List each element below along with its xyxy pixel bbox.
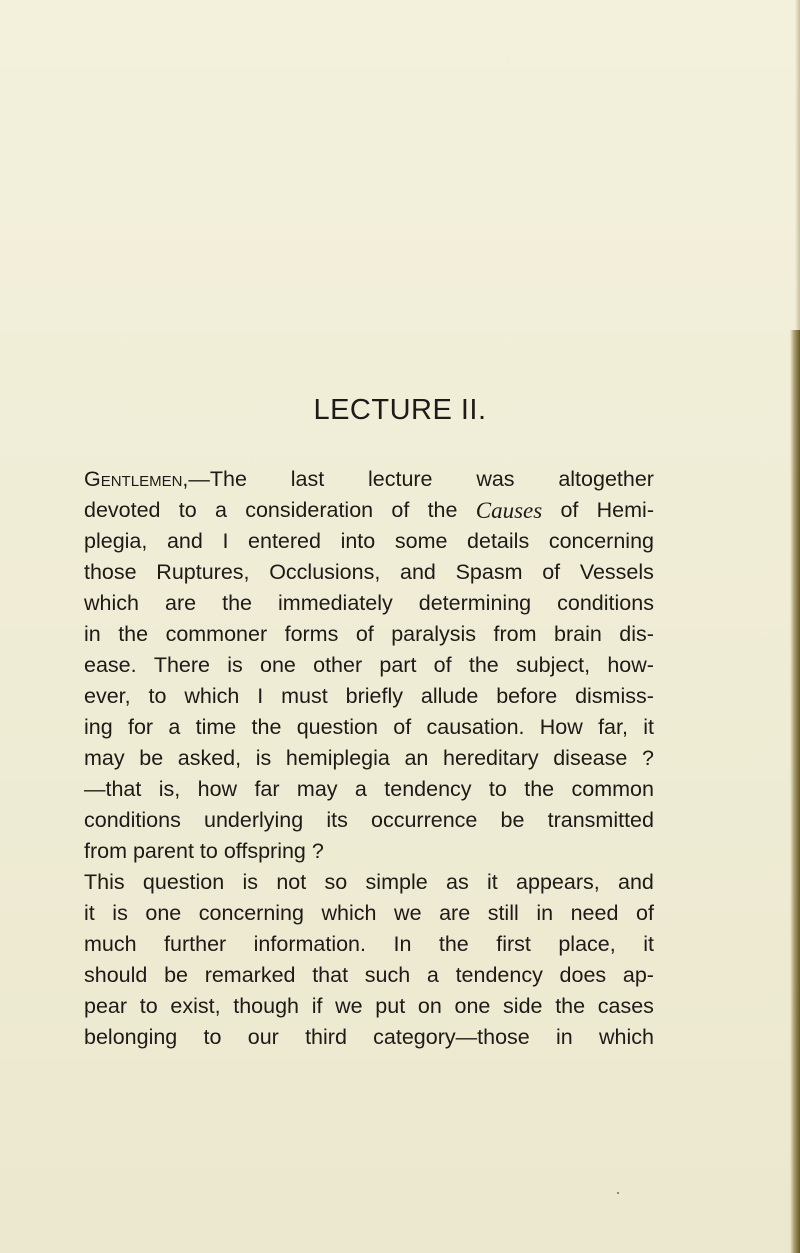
word-part: a — [214, 498, 227, 522]
word — [391, 495, 409, 526]
word: of — [393, 715, 412, 739]
word: concerning — [548, 529, 654, 553]
lecture-body — [84, 464, 654, 1053]
word — [368, 464, 433, 495]
word: far, — [598, 715, 628, 739]
word: disease — [553, 746, 628, 770]
word: so — [324, 870, 348, 894]
text-line-15 — [84, 898, 654, 929]
word: to — [148, 684, 167, 708]
word — [428, 495, 458, 526]
text-line-4 — [84, 557, 654, 588]
word: are — [165, 591, 197, 615]
word: hereditary — [443, 746, 539, 770]
text-line-6 — [84, 619, 654, 650]
word: that — [312, 963, 349, 987]
word: the — [118, 622, 149, 646]
word: does — [559, 963, 607, 987]
word: it — [84, 901, 95, 925]
word: which — [599, 1025, 654, 1049]
word: how- — [607, 653, 654, 677]
word: for — [127, 715, 154, 739]
word: dismiss- — [575, 684, 654, 708]
word-part: Hemi- — [596, 498, 654, 522]
word: place, — [558, 932, 616, 956]
word: in — [536, 901, 554, 925]
word: which — [184, 684, 240, 708]
word: forms — [284, 622, 339, 646]
word: category—those — [373, 1025, 530, 1049]
word: tendency — [384, 777, 472, 801]
word: one — [454, 994, 491, 1018]
text-line-19 — [84, 1022, 654, 1053]
word: of — [542, 560, 561, 584]
word: such — [364, 963, 411, 987]
word: subject, — [515, 653, 591, 677]
word: be — [164, 963, 188, 987]
word: is — [255, 746, 272, 770]
word: its — [326, 808, 348, 832]
word — [476, 464, 514, 495]
word: is — [242, 870, 259, 894]
word: ease. — [84, 653, 137, 677]
word: if — [311, 994, 323, 1018]
word: a — [168, 715, 181, 739]
text-line-16 — [84, 929, 654, 960]
word: we — [394, 901, 422, 925]
word — [215, 495, 227, 526]
text-line-12 — [84, 805, 654, 836]
word: dis- — [619, 622, 654, 646]
page-edge-shadow-top — [795, 0, 800, 330]
word: conditions — [557, 591, 654, 615]
text-line-2 — [84, 495, 654, 526]
word: put — [375, 994, 406, 1018]
word: still — [487, 901, 519, 925]
word: I — [257, 684, 264, 708]
word-part: Causes — [475, 498, 543, 523]
word: cases — [597, 994, 654, 1018]
word: may — [84, 746, 125, 770]
word: to — [488, 777, 507, 801]
word: asked, — [177, 746, 242, 770]
word — [179, 495, 197, 526]
word — [84, 495, 161, 526]
word: Ruptures, — [156, 560, 250, 584]
word: need — [570, 901, 619, 925]
word: causation. — [426, 715, 525, 739]
word: immediately — [278, 591, 393, 615]
word: some — [394, 529, 448, 553]
word: we — [335, 994, 363, 1018]
word: other — [313, 653, 363, 677]
word: be — [139, 746, 164, 770]
word-part: last — [290, 467, 325, 491]
page-speck — [617, 1192, 619, 1194]
word: —that — [84, 777, 142, 801]
word: be — [500, 808, 525, 832]
word: plegia, — [84, 529, 148, 553]
word: I — [222, 529, 229, 553]
word: which — [321, 901, 377, 925]
word: of — [635, 901, 654, 925]
word: briefly — [345, 684, 403, 708]
word: entered — [248, 529, 321, 553]
word: one — [260, 653, 296, 677]
word-part: Gentlemen, — [84, 467, 189, 491]
word-part: of — [560, 498, 579, 522]
word: determining — [418, 591, 532, 615]
word: to — [139, 994, 158, 1018]
word-part: altogether — [558, 467, 654, 491]
word-part: —The — [188, 467, 247, 491]
word: is — [112, 901, 128, 925]
word: of — [355, 622, 374, 646]
text-line-9 — [84, 712, 654, 743]
word: of — [433, 653, 452, 677]
word — [476, 495, 542, 526]
word: conditions — [84, 808, 181, 832]
word: from — [493, 622, 537, 646]
text-line-7 — [84, 650, 654, 681]
word: Vessels — [579, 560, 654, 584]
word: This — [84, 870, 125, 894]
word: occurrence — [371, 808, 478, 832]
word: question — [296, 715, 378, 739]
word: as — [445, 870, 469, 894]
text-line-13: from parent to offspring ? — [84, 839, 324, 863]
word-part: devoted — [84, 498, 161, 522]
word: our — [247, 1025, 279, 1049]
word: Spasm — [455, 560, 523, 584]
word-part: consideration — [245, 498, 374, 522]
word-part: was — [476, 467, 515, 491]
word-part: the — [427, 498, 458, 522]
word: in — [556, 1025, 573, 1049]
word: commoner — [165, 622, 268, 646]
word-part: lecture — [367, 467, 433, 491]
word: must — [281, 684, 328, 708]
word: appears, — [516, 870, 600, 894]
word: it — [643, 715, 654, 739]
word: before — [496, 684, 558, 708]
text-line-11 — [84, 774, 654, 805]
word: tendency — [455, 963, 543, 987]
word: concerning — [198, 901, 304, 925]
text-line-14 — [84, 867, 654, 898]
word: hemiplegia — [285, 746, 390, 770]
word — [558, 464, 654, 495]
word: are — [439, 901, 471, 925]
word: remarked — [204, 963, 296, 987]
word: first — [496, 932, 531, 956]
word-part: to — [178, 498, 197, 522]
word: may — [296, 777, 338, 801]
word: one — [145, 901, 182, 925]
word: information. — [253, 932, 366, 956]
word: the — [438, 932, 469, 956]
word — [597, 495, 654, 526]
word: the — [222, 591, 252, 615]
text-line-1 — [84, 464, 654, 495]
word: belonging — [84, 1025, 178, 1049]
text-line-5 — [84, 588, 654, 619]
page-edge-shadow — [790, 330, 800, 1253]
text-line-3 — [84, 526, 654, 557]
text-line-8 — [84, 681, 654, 712]
word: is — [227, 653, 243, 677]
word: underlying — [203, 808, 304, 832]
word: and — [400, 560, 436, 584]
word: ? — [641, 746, 654, 770]
word: transmitted — [547, 808, 654, 832]
word: and — [618, 870, 654, 894]
word: part — [379, 653, 417, 677]
word: into — [340, 529, 376, 553]
word: much — [84, 932, 137, 956]
word: a — [354, 777, 367, 801]
word: ap- — [622, 963, 654, 987]
word: How — [539, 715, 583, 739]
word: paralysis — [391, 622, 477, 646]
word: allude — [420, 684, 479, 708]
word: the — [555, 994, 586, 1018]
text-line-17 — [84, 960, 654, 991]
word: should — [84, 963, 148, 987]
word: exist, — [170, 994, 221, 1018]
word: Occlusions, — [269, 560, 381, 584]
word: ever, — [84, 684, 131, 708]
word: third — [305, 1025, 347, 1049]
word: those — [84, 560, 137, 584]
word: question — [142, 870, 225, 894]
word — [560, 495, 578, 526]
word: not — [276, 870, 307, 894]
word: In — [393, 932, 412, 956]
word: though — [233, 994, 299, 1018]
word: ing — [84, 715, 113, 739]
word: details — [467, 529, 530, 553]
word: an — [404, 746, 429, 770]
word: which — [84, 591, 139, 615]
word: it — [643, 932, 654, 956]
word: to — [203, 1025, 222, 1049]
word: side — [503, 994, 543, 1018]
word: how — [197, 777, 238, 801]
word: and — [166, 529, 203, 553]
word: time — [195, 715, 237, 739]
word: further — [164, 932, 227, 956]
word: brain — [554, 622, 602, 646]
text-line-10 — [84, 743, 654, 774]
word: common — [571, 777, 654, 801]
word: the — [468, 653, 499, 677]
word: pear — [84, 994, 128, 1018]
word: is, — [158, 777, 181, 801]
text-line-18 — [84, 991, 654, 1022]
word: it — [487, 870, 498, 894]
word: on — [417, 994, 442, 1018]
word: a — [426, 963, 439, 987]
word: There — [153, 653, 211, 677]
word — [84, 464, 247, 495]
word: simple — [365, 870, 428, 894]
word-part: of — [391, 498, 410, 522]
word — [245, 495, 373, 526]
lecture-heading: LECTURE II. — [313, 394, 487, 426]
word: in — [84, 622, 101, 646]
word — [291, 464, 324, 495]
word: the — [524, 777, 555, 801]
word: the — [251, 715, 282, 739]
word: far — [254, 777, 280, 801]
